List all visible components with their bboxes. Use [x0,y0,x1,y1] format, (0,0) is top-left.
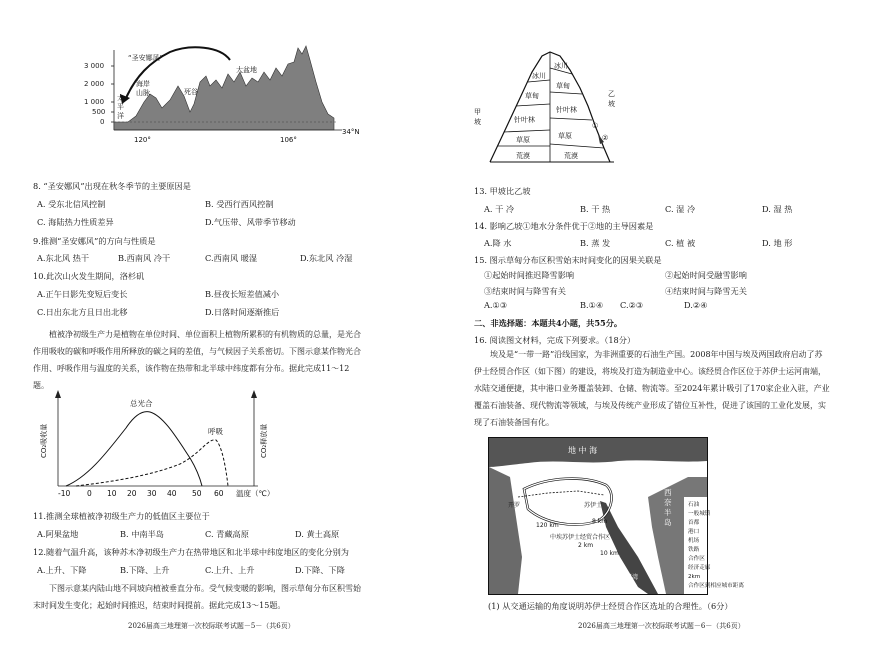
legend-item: 机场 [688,538,700,544]
x-tick: 60 [214,489,224,498]
y-tick: 500 [92,108,106,116]
q13-option-a: A. 干 冷 [484,204,515,214]
q9-option-b: B.西南风 冷干 [118,253,171,263]
q16-stem: 16. 阅读图文材料，完成下列要求。（18分） [474,335,636,345]
intro-11-12: 植被净初级生产力是植物在单位时间、单位面积上植物所累积的有机物质的总量，是光合作用吸收的碳和呼吸作用所释放的碳之间的差值，与气候因子关系密切。下图示意某作物光合作用、呼吸作用与温度的关系，该作物在热带和北半球中纬度都有分布。据此完成11～12题。 [33,330,361,390]
left-zone-steppe: 草原 [516,136,530,144]
q8-option-a: A. 受东北信风控制 [37,199,106,209]
q11-stem: 11.推测全球植被净初级生产力的低值区主要位于 [33,511,210,521]
coast-range-label: 山脉 [136,89,150,97]
mountain-zones-figure [470,48,640,174]
coast-range-label: 海岸 [136,80,150,88]
wind-label: “圣安娜风” [128,54,164,62]
q15-item-3: ③结束时间与降雪有关 [484,286,566,296]
q11-option-b: B. 中南半岛 [120,529,164,539]
q15-item-2: ②起始时间受融雪影响 [665,270,747,280]
legend-item: 港口 [688,529,700,535]
q14-option-c: C. 植 被 [665,238,696,248]
x-tick: 50 [192,489,202,498]
q10-stem: 10.此次山火发生期间，洛杉矶 [33,271,145,281]
intro-13-15: 下图示意某内陆山地不同坡向植被垂直分布。受气候变暖的影响，图示草甸分布区积雪始末时间发生变化；起始时间推迟，结束时间提前。据此完成13～15题。 [33,584,361,610]
suez-map-figure [488,437,744,595]
q13-option-b: B. 干 热 [580,204,611,214]
left-zone-glacier: 冰川 [532,72,546,80]
death-valley-label: 死谷 [184,88,198,96]
q10-option-b: B.昼夜长短差值减小 [205,289,280,299]
q12-option-b: B.下降、上升 [120,565,170,575]
q14-option-a: A.降 水 [484,238,512,248]
slope-east-label: 坡 [608,100,615,108]
legend-item: 一般城镇 [688,511,711,517]
q12-stem: 12.随着气温升高，该种苏木净初级生产力在热带地区和北半球中纬度地区的变化分别为 [33,547,349,557]
respiration-label: 呼吸 [208,427,223,436]
photosynthesis-figure [30,388,290,500]
distance-label: 8 km [592,518,608,525]
slope-west-label: 甲 [474,108,481,116]
latitude-label: 34°N [342,128,360,136]
sinai-label: 奈 [664,498,672,507]
q9-stem: 9.推测“圣安娜风”的方向与性质是 [33,236,156,246]
q14-option-d: D. 地 形 [762,238,793,248]
gross-photosynthesis-curve [66,412,202,486]
q12-option-a: A.上升、下降 [37,565,87,575]
q10-option-d: D.日落时间逐渐推后 [205,307,280,317]
q8-option-b: B. 受西行西风控制 [205,199,274,209]
point-2-marker: ② [602,134,609,142]
cairo-label: 开罗 [508,502,521,509]
q14-stem: 14. 影响乙坡①地水分条件优于②地的主导因素是 [474,221,654,231]
x-tick: 0 [87,489,92,498]
left-zone-meadow: 草甸 [525,92,539,100]
slope-west-label: 坡 [474,118,481,126]
legend-item: 合作区 [688,556,705,562]
q13-option-d: D. 湿 热 [762,204,793,214]
x-tick: 20 [127,489,137,498]
great-basin-label: 大盆地 [236,66,257,74]
legend-item: 经济走廊 [688,565,711,571]
q16-subquestion-1: (1) 从交通运输的角度说明苏伊士经贸合作区选址的合理性。（6分） [488,601,733,611]
gross-photosynthesis-label: 总光合 [130,399,153,408]
wind-profile-figure [70,42,370,150]
sinai-label: 半 [664,508,672,517]
strait-label: 亚喀巴湾 [614,574,639,581]
pacific-label: 平 [117,103,124,111]
right-zone-glacier: 冰川 [554,62,568,70]
legend-item: 石油 [688,502,700,508]
q10-option-c: C.日出东北方且日出北移 [37,307,128,317]
q11-option-c: C. 青藏高原 [205,529,249,539]
q15-option-a: A.①③ [484,300,508,310]
respiration-curve [76,440,228,486]
legend-item: 合作区到相应城市距离 [688,583,744,589]
right-zone-steppe: 草原 [558,132,572,140]
pacific-label: 洋 [117,112,124,120]
footer-right: 2026届高三地理第一次校际联考试题－6－（共6页） [578,622,745,630]
right-zone-desert: 荒漠 [564,152,578,160]
x-tick: 106° [280,136,297,144]
q11-option-d: D. 黄土高原 [295,529,340,539]
y-tick: 2 000 [84,80,105,88]
q15-option-d: D.②④ [684,300,708,310]
distance-label: 120 km [536,522,559,529]
x-tick: 40 [167,489,177,498]
pacific-label: 太 [117,94,124,102]
q12-option-c: C.上升、上升 [205,565,255,575]
sinai-label: 岛 [664,518,672,527]
zone-label: 中埃苏伊士经贸合作区 [550,534,611,541]
q13-stem: 13. 甲坡比乙坡 [474,186,531,196]
q8-stem: 8. “圣安娜风”出现在秋冬季节的主要原因是 [33,181,191,191]
x-tick: 10 [107,489,117,498]
q9-option-c: C.西南风 暖湿 [205,253,258,263]
q14-option-b: B. 蒸 发 [580,238,611,248]
q9-option-d: D.东北风 冷湿 [300,253,353,263]
y-right-label: CO₂释放量 [260,423,268,458]
point-1-marker: ① [592,122,599,130]
y-left-label: CO₂吸收量 [40,423,48,458]
left-zone-desert: 荒漠 [516,152,530,160]
x-axis-label: 温度（℃） [236,489,275,498]
q13-option-c: C. 湿 冷 [665,204,696,214]
distance-label: 2 km [578,542,594,549]
q15-item-1: ①起始时间推迟降雪影响 [484,270,575,280]
legend-item: 铁路 [688,547,700,553]
q8-option-c: C. 海陆热力性质差异 [37,217,114,227]
sinai-label: 西 [664,488,672,497]
section-2-heading: 二、非选择题：本题共4小题，共55分。 [474,318,623,328]
q15-stem: 15. 图示草甸分布区积雪始末时间变化的因果关联是 [474,255,662,265]
distance-label: 10 km [600,550,619,557]
left-zone-conifer: 针叶林 [514,116,535,124]
suez-label: 苏伊士 [584,502,603,509]
y-tick: 1 000 [84,98,105,106]
q11-option-a: A.阿果盆地 [37,529,79,539]
x-tick: 30 [147,489,157,498]
q16-material: 埃及是“一带一路”沿线国家，为非洲重要的石油生产国。2008年中国与埃及两国政府启动了苏伊士经贸合作区（如下图）的建设，将埃及打造为制造业中心。该经贸合作区位于苏伊士运河南端，水陆交通便捷，其中港口业务覆盖装卸、仓储、物流等。至2024年累计吸引了170家企业入驻，产业覆盖石油装备、现代物流等领域，与埃及传统产业形成了错位互补性，促进了该国的工业化发展，实现了石油装备国有化。 [474,350,830,427]
legend-item: 首都 [688,520,700,526]
footer-left: 2026届高三地理第一次校际联考试题－5－（共6页） [128,622,295,630]
y-tick: 3 000 [84,62,105,70]
x-tick: -10 [58,489,71,498]
right-zone-meadow: 草甸 [556,82,570,90]
q15-option-b: B.①④ [580,300,604,310]
q10-option-a: A.正午日影先变短后变长 [37,289,128,299]
q15-option-c: C.②③ [620,300,644,310]
q9-option-a: A.东北风 热干 [37,253,90,263]
legend-scale: 2km [688,574,701,580]
q8-option-d: D.气压带、风带季节移动 [205,217,296,227]
right-zone-conifer: 针叶林 [556,106,577,114]
y-tick: 0 [100,118,105,126]
q12-option-d: D.下降、下降 [295,565,345,575]
x-tick: 120° [134,136,151,144]
sea-label: 地 中 海 [568,446,598,455]
slope-east-label: 乙 [608,90,615,98]
q15-item-4: ④结束时间与降雪无关 [665,286,747,296]
